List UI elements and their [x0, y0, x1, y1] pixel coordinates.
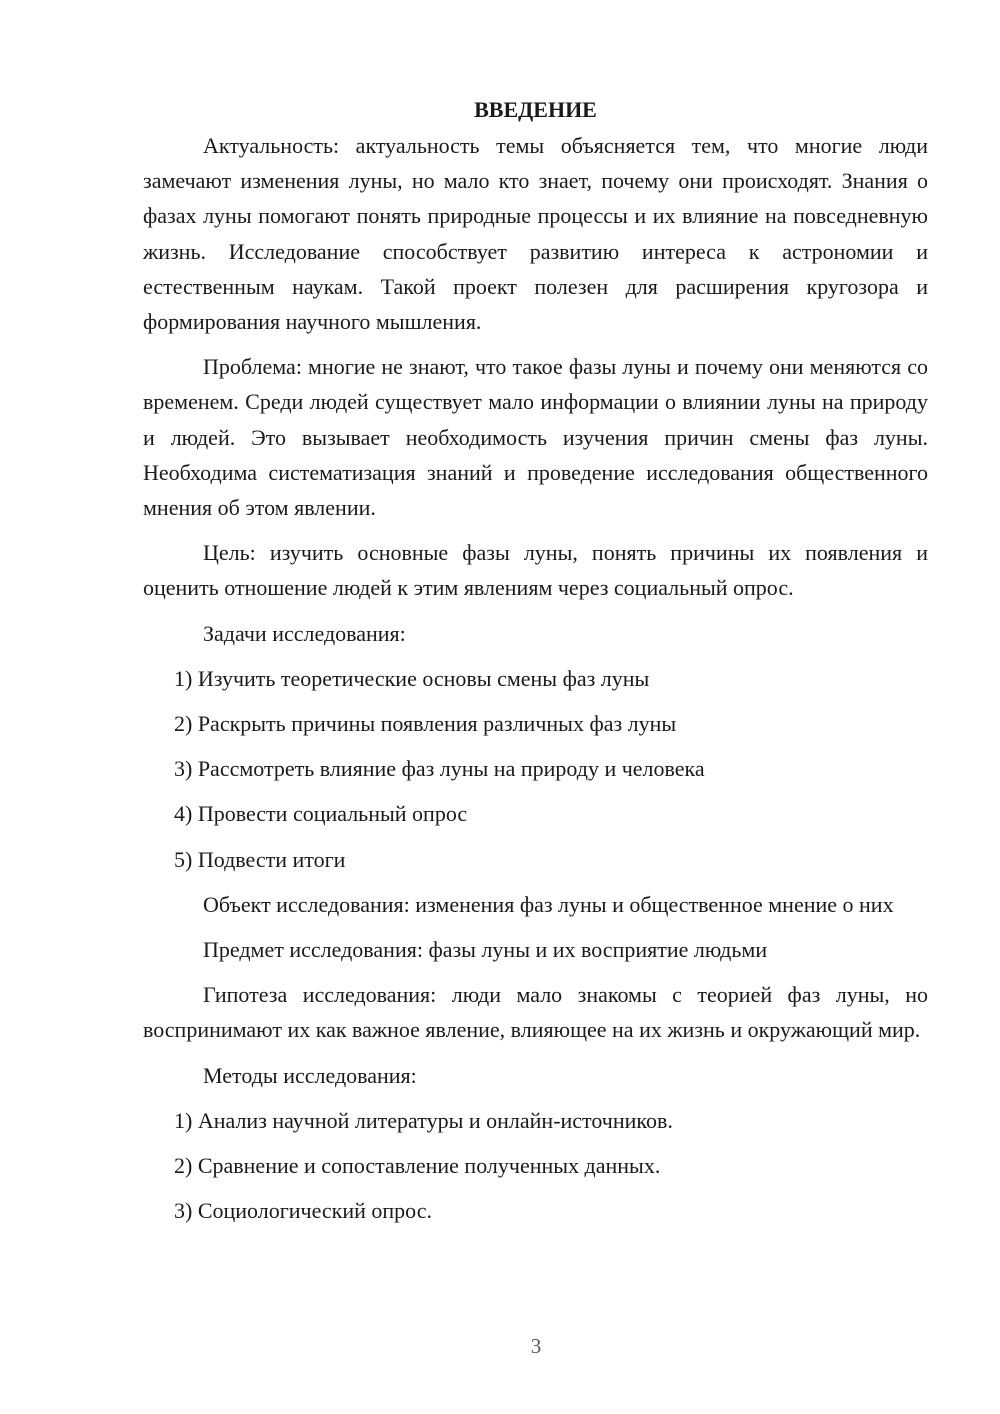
- methods-list: [143, 1103, 928, 1229]
- section-heading: ВВЕДЕНИЕ: [474, 97, 597, 122]
- subject-paragraph: Предмет исследования: фазы луны и их восприятие людьми: [203, 937, 768, 963]
- relevance-paragraph: Актуальность: актуальность темы объясняется тем, что многие люди замечают изменения луны, но мало кто знает, почему они происходят. Знания о фазах луны помогают понять природные процессы и их влияние на повседневную жизнь. Исследование способствует развитию интереса к астрономии и естественным наукам. Такой проект полезен для расширения кругозора и формирования научного мышления.: [143, 133, 928, 335]
- hypothesis-paragraph: Гипотеза исследования: люди мало знакомы с теорией фаз луны, но воспринимают их как важное явление, влияющее на их жизнь и окружающий мир.: [143, 982, 928, 1043]
- object-paragraph: Объект исследования: изменения фаз луны и общественное мнение о них: [203, 891, 894, 917]
- list-item: 2) Раскрыть причины появления различных фаз луны: [174, 711, 677, 737]
- tasks-list: [143, 661, 928, 877]
- list-item: 4) Провести социальный опрос: [174, 801, 468, 827]
- problem-paragraph: Проблема: многие не знают, что такое фазы луны и почему они меняются со временем. Среди людей существует мало информации о влиянии луны на природу и людей. Это вызывает необходимость изучения причин смены фаз луны. Необходима систематизация знаний и проведение исследования общественного мнения об этом явлении.: [143, 354, 928, 521]
- list-item: 3) Рассмотреть влияние фаз луны на природу и человека: [174, 756, 705, 782]
- page-content: [143, 94, 928, 1238]
- list-item: 3) Социологический опрос.: [174, 1198, 432, 1224]
- tasks-title: Задачи исследования:: [203, 620, 406, 646]
- goal-paragraph: Цель: изучить основные фазы луны, понять причины их появления и оценить отношение людей к этим явлениям через социальный опрос.: [143, 540, 928, 601]
- list-item: 1) Изучить теоретические основы смены фаз луны: [174, 665, 650, 691]
- page-number: 3: [530, 1334, 542, 1358]
- list-item: 5) Подвести итоги: [174, 846, 346, 872]
- methods-title: Методы исследования:: [203, 1062, 417, 1088]
- list-item: 2) Сравнение и сопоставление полученных данных.: [174, 1153, 661, 1179]
- list-item: 1) Анализ научной литературы и онлайн-источников.: [174, 1107, 673, 1133]
